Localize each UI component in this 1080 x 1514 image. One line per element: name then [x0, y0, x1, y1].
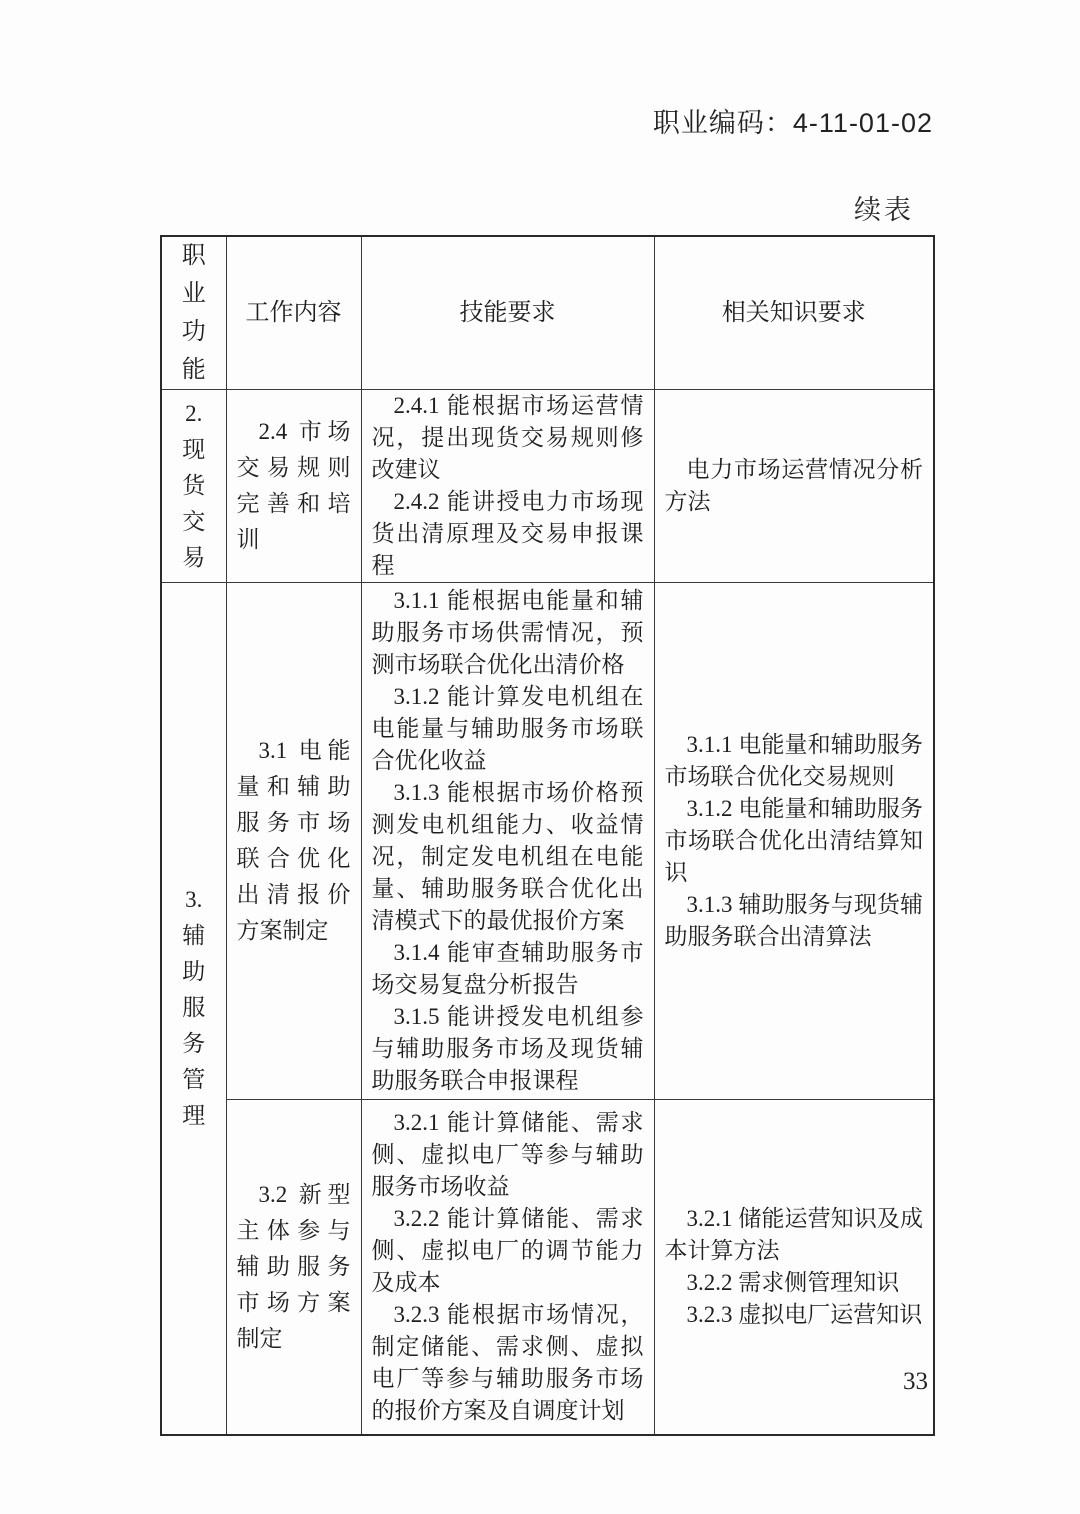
- skill-item: 2.4.2 能讲授电力市场现货出清原理及交易申报课程: [371, 489, 644, 578]
- work-content-text: 3.2 新型主体参与辅助服务市场方案制定: [236, 1181, 351, 1351]
- knowledge-item: 电力市场运营情况分析方法: [664, 457, 923, 514]
- page-number: 33: [903, 1368, 928, 1395]
- table-row: [161, 583, 934, 1100]
- work-content-text: 3.1 电能量和辅助服务市场联合优化出清报价方案制定: [236, 738, 351, 943]
- table-row: [161, 1100, 934, 1435]
- column-header-function: 职业功能: [161, 236, 226, 390]
- column-header-skills: 技能要求: [361, 236, 654, 390]
- skills-cell: [361, 583, 654, 1100]
- work-content-cell: [226, 390, 361, 583]
- skill-item: 3.2.3 能根据市场情况，制定储能、需求侧、虚拟电厂等参与辅助服务市场的报价方案及自调度计划: [371, 1301, 644, 1423]
- skill-item: 3.1.4 能审查辅助服务市场交易复盘分析报告: [371, 940, 644, 997]
- knowledge-cell: [654, 1100, 934, 1435]
- table-row: [161, 390, 934, 583]
- function-name: 现货交易: [182, 437, 206, 570]
- continued-table-label: 续表: [854, 195, 914, 225]
- skills-cell: [361, 1100, 654, 1435]
- knowledge-item: 3.2.2 需求侧管理知识: [686, 1269, 900, 1295]
- work-content-cell: [226, 1100, 361, 1435]
- table-header-row: [161, 236, 934, 390]
- knowledge-item: 3.1.2 电能量和辅助服务市场联合优化出清结算知识: [664, 796, 923, 885]
- function-number: 3.: [185, 887, 203, 913]
- skill-item: 3.1.5 能讲授发电机组参与辅助服务市场及现货辅助服务联合申报课程: [371, 1004, 644, 1093]
- skill-item: 3.2.2 能计算储能、需求侧、虚拟电厂的调节能力及成本: [371, 1205, 644, 1295]
- work-content-cell: [226, 583, 361, 1100]
- knowledge-cell: [654, 390, 934, 583]
- work-content-text: 2.4 市场交易规则完善和培训: [236, 419, 351, 552]
- column-header-knowledge: 相关知识要求: [654, 236, 934, 390]
- knowledge-cell: [654, 583, 934, 1100]
- function-cell-ancillary-services: [161, 583, 226, 1435]
- skills-cell: [361, 390, 654, 583]
- knowledge-item: 3.1.3 辅助服务与现货辅助服务联合出清算法: [664, 892, 923, 949]
- occupational-standard-table: [160, 235, 935, 1436]
- function-cell-spot-trading: [161, 390, 226, 583]
- occupation-code: 职业编码：4-11-01-02: [652, 108, 933, 138]
- skill-item: 3.2.1 能计算储能、需求侧、虚拟电厂等参与辅助服务市场收益: [371, 1109, 644, 1199]
- function-number: 2.: [185, 401, 203, 426]
- column-header-work: 工作内容: [226, 236, 361, 390]
- skill-item: 3.1.1 能根据电能量和辅助服务市场供需情况，预测市场联合优化出清价格: [371, 588, 644, 677]
- knowledge-item: 3.1.1 电能量和辅助服务市场联合优化交易规则: [664, 732, 923, 789]
- skill-item: 3.1.3 能根据市场价格预测发电机组能力、收益情况，制定发电机组在电能量、辅助服务联合优化出清模式下的最优报价方案: [371, 780, 644, 933]
- skill-item: 2.4.1 能根据市场运营情况，提出现货交易规则修改建议: [371, 393, 644, 482]
- skill-item: 3.1.2 能计算发电机组在电能量与辅助服务市场联合优化收益: [371, 684, 644, 773]
- knowledge-item: 3.2.3 虚拟电厂运营知识: [686, 1301, 923, 1327]
- function-name: 辅助服务管理: [182, 923, 206, 1129]
- knowledge-item: 3.2.1 储能运营知识及成本计算方法: [664, 1205, 923, 1263]
